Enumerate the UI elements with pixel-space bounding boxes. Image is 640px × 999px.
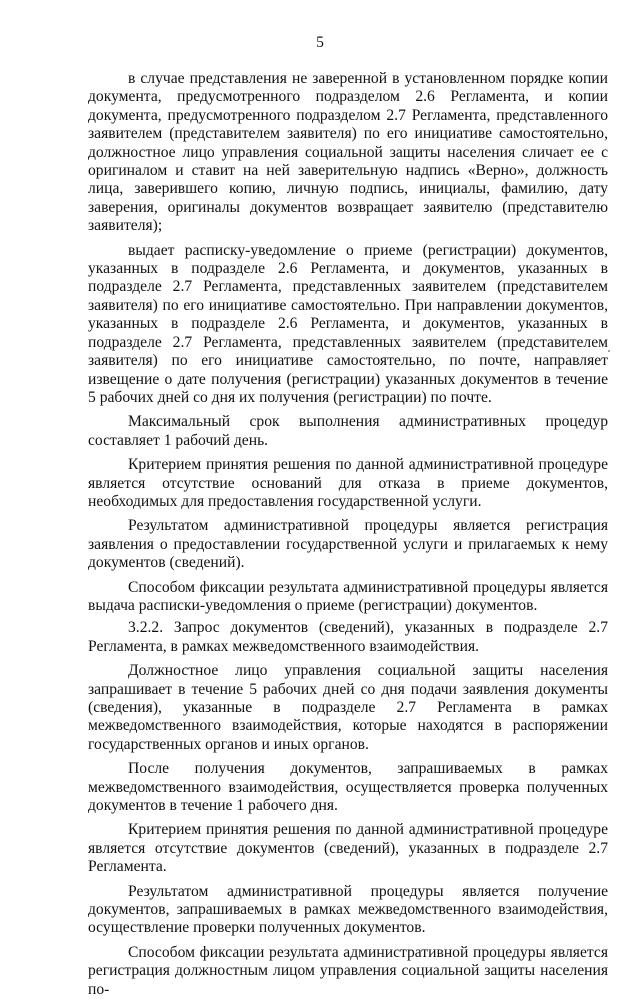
paragraph-max-duration: Максимальный срок выполнения административных процедур составляет 1 рабочий день. [88,413,608,449]
paragraph-copy-verification: в случае представления не заверенной в установленном порядке копии документа, предусмотренного подразделом 2.6 Регламента, и копии документа, предусмотренного подразделом 2.7 Регламента, представленного заявителем (представителем заявителя) по его инициативе самостоятельно, должностное лицо управления социальной защиты населения сличает ее с оригиналом и ставит на ней заверительную надпись «Верно», должность лица, заверившего копию, личную подпись, инициалы, фамилию, дату заверения, оригиналы документов возвращает заявителю (представителю заявителя); [88,70,608,235]
paragraph-procedure-result: Результатом административной процедуры является регистрация заявления о предоставлении государственной услуги и прилагаемых к нему документов (сведений). [88,517,608,572]
document-body [88,70,608,999]
paragraph-procedure-result-2: Результатом административной процедуры является получение документов, запрашиваемых в рамках межведомственного взаимодействия, осуществление проверки полученных документов. [88,882,608,937]
paragraph-documents-check: После получения документов, запрашиваемых в рамках межведомственного взаимодействия, осуществляется проверка полученных документов в течение 1 рабочего дня. [88,760,608,815]
paragraph-interagency-request: Должностное лицо управления социальной защиты населения запрашивает в течение 5 рабочих дней со дня подачи заявления документы (сведения), указанные в подразделе 2.7 Регламента в рамках межведомственного взаимодействия, которые находятся в распоряжении государственных органов и иных органов. [88,662,608,753]
page-number: 5 [316,34,324,51]
paragraph-fixation-method-2: Способом фиксации результата административной процедуры является регистрация должностным лицом управления социальной защиты населения по- [88,943,608,998]
paragraph-decision-criterion-2: Критерием принятия решения по данной административной процедуре является отсутствие документов (сведений), указанных в подразделе 2.7 Регламента. [88,821,608,876]
paragraph-section-3-2-2: 3.2.2. Запрос документов (сведений), указанных в подразделе 2.7 Регламента, в рамках межведомственного взаимодействия. [88,619,608,655]
paragraph-decision-criterion: Критерием принятия решения по данной административной процедуре является отсутствие оснований для отказа в приеме документов, необходимых для предоставления государственной услуги. [88,456,608,510]
paragraph-receipt-notification: выдает расписку-уведомление о приеме (регистрации) документов, указанных в подразделе 2.6 Регламента, и документов, указанных в подразделе 2.7 Регламента, представленных заявителем (представителем заявителя) по его инициативе самостоятельно. При направлении документов, указанных в подразделе 2.6 Регламента, и документов, указанных в подразделе 2.7 Регламента, представленных заявителем (представителем заявителя) по его инициативе самостоятельно, по почте, направляет извещение о дате получения (регистрации) указанных документов в течение 5 рабочих дней со дня их получения (регистрации) по почте. [88,241,608,406]
scan-speck [608,350,610,352]
paragraph-fixation-method: Способом фиксации результата административной процедуры является выдача расписки-уведомления о приеме (регистрации) документов. [88,578,608,614]
